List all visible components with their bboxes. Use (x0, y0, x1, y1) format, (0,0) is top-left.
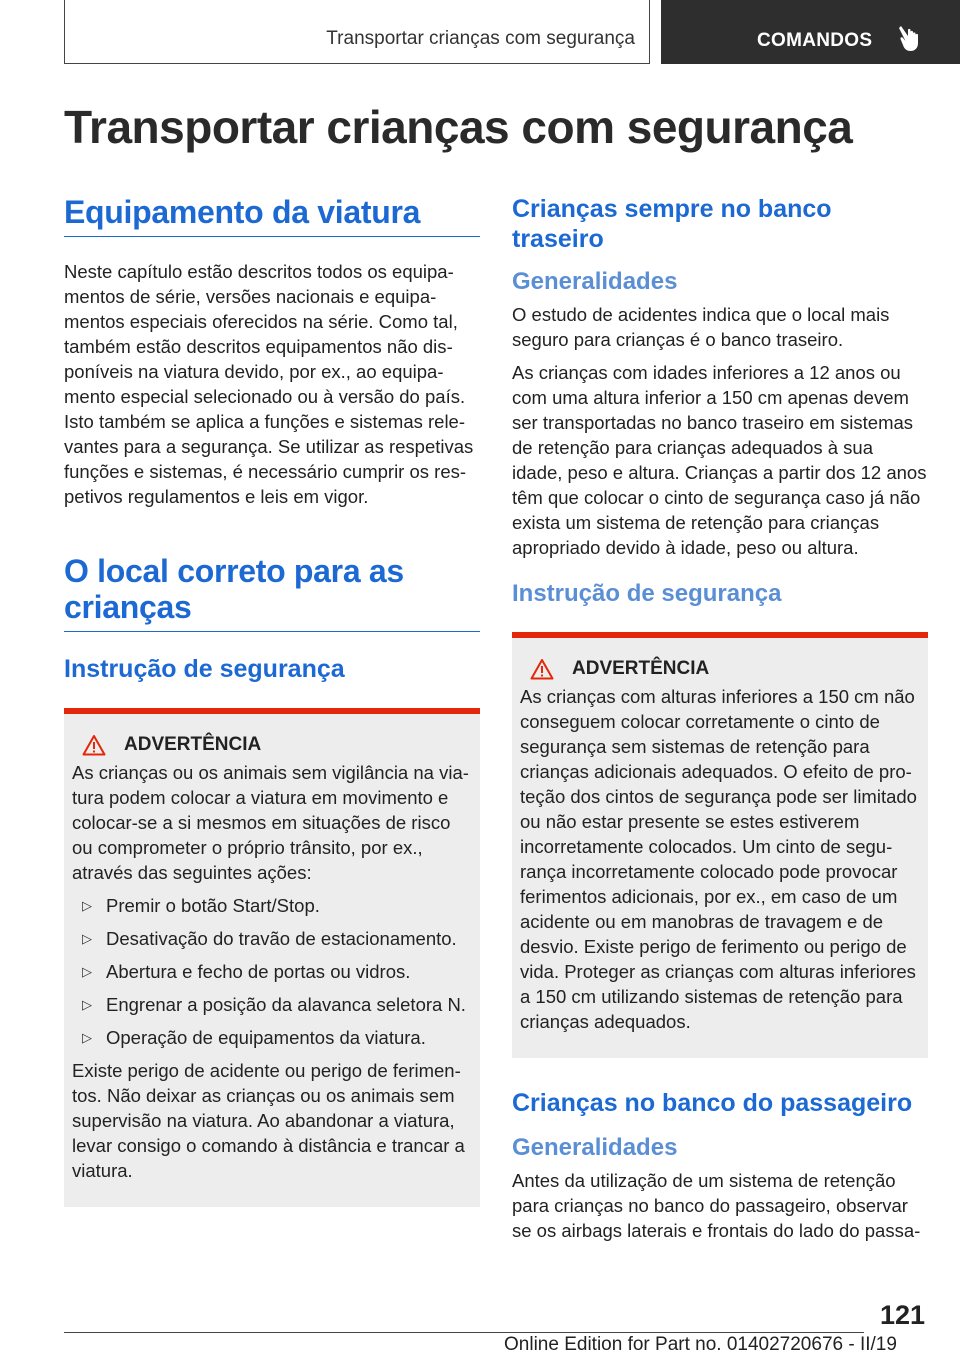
running-header (64, 0, 650, 64)
list-item: ▷ Desativação do travão de estacionamento. (72, 926, 472, 951)
general-1-paragraph-b: As crianças com idades inferiores a 12 anos ou com uma altura inferior a 150 cm apenas devem ser transportadas no banco traseiro em sistemas de retenção para crianças adequados à sua idade, peso e altura. Crianças a partir dos 12 anos têm que colocar o cinto de segurança caso já não exista um sistema de retenção para crianças apropriado devido à idade, peso ou altura. (512, 362, 927, 558)
list-item: ▷ Abertura e fecho de portas ou vidros. (72, 959, 472, 984)
right-column (512, 194, 928, 1243)
equipment-paragraph: Neste capítulo estão descritos todos os equipamentos de série, versões nacionais e equipamentos especiais oferecidos na série. Como tal, também estão descritos equipamentos não disponíveis na viatura devido, por ex., ao equipamento especial selecionado ou à versão do país. Isto também se aplica a funções e sistemas relevantes para a segurança. Se utilizar as respetivas funções e sistemas, é necessário cumprir os respetivos regulamentos e leis em vigor. (64, 261, 474, 507)
heading-rear-seat: Crianças sempre no banco traseiro (512, 195, 832, 253)
general-2-paragraph: Antes da utilização de um sistema de retenção para crianças no banco do passageiro, observar se os airbags laterais e frontais do lado do passa- (512, 1170, 921, 1241)
list-item: ▷ Engrenar a posição da alavanca seletora N. (72, 992, 472, 1017)
warning-header-right (530, 658, 920, 680)
warning-action-list (72, 893, 472, 1050)
section-tab (661, 0, 960, 64)
chapter-title: Transportar crianças com segurança (326, 28, 635, 49)
section-tab-label: COMANDOS (757, 30, 873, 51)
warning-triangle-icon (82, 734, 106, 756)
warning-box-right (512, 632, 928, 1058)
warning-header (82, 734, 472, 756)
heading-vehicle-equipment: Equipamento da viatura (64, 194, 480, 237)
heading-safety-instruction: Instrução de segurança (64, 655, 345, 683)
warning-triangle-icon (530, 658, 554, 680)
heading-general-2: Generalidades (512, 1134, 678, 1161)
list-item: ▷ Premir o botão Start/Stop. (72, 893, 472, 918)
warning-outro: Existe perigo de acidente ou perigo de ferimentos. Não deixar as crianças ou os animais sem supervisão na viatura. Ao abandonar a viatura, levar consigo o comando à distância e trancar a viatura. (72, 1060, 465, 1181)
pointing-hand-icon (897, 24, 923, 52)
warning-title: ADVERTÊNCIA (124, 734, 262, 755)
page-title: Transportar crianças com segurança (64, 101, 853, 153)
heading-passenger-seat: Crianças no banco do passageiro (512, 1089, 913, 1117)
footer-edition: Online Edition for Part no. 01402720676 - II/19 (504, 1334, 897, 1355)
warning-title-right: ADVERTÊNCIA (572, 658, 710, 679)
footer-rule (64, 1332, 864, 1333)
warning-text-right: As crianças com alturas inferiores a 150 cm não conseguem colocar corretamente o cinto de segurança sem sistemas de retenção para crianças adicionais adequados. O efeito de proteção dos cintos de segurança pode ser limitado ou não estar presente se estes estiverem incorretamente colocados. Um cinto de segurança incorretamente colocado pode provocar ferimentos adicionais, por ex., em caso de um acidente ou em manobras de travagem e de desvio. Existe perigo de ferimento ou perigo de vida. Proteger as crianças com alturas inferiores a 150 cm utilizando sistemas de retenção para crianças adequados. (520, 686, 917, 1032)
warning-box (64, 708, 480, 1207)
left-column (64, 194, 480, 1207)
warning-intro: As crianças ou os animais sem vigilância na viatura podem colocar a viatura em movimento e colocar-se a si mesmos em situações de risco ou comprometer o próprio trânsito, por ex., através das seguintes ações: (72, 762, 469, 883)
heading-safety-instruction-right: Instrução de segurança (512, 580, 782, 607)
heading-correct-place: O local correto para as crianças (64, 553, 480, 632)
heading-general-1: Generalidades (512, 268, 678, 295)
general-1-paragraph-a: O estudo de acidentes indica que o local mais seguro para crianças é o banco traseiro. (512, 304, 890, 350)
page-number: 121 (880, 1300, 926, 1330)
list-item: ▷ Operação de equipamentos da viatura. (72, 1025, 472, 1050)
